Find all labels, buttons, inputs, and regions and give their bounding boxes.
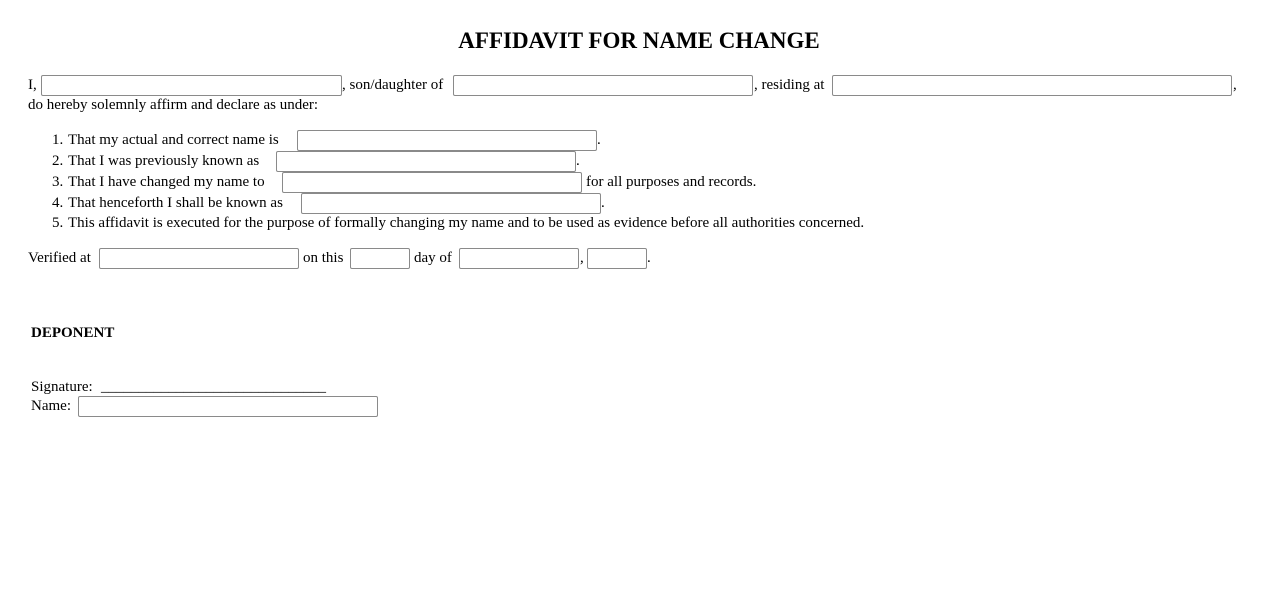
item-number: 3. (52, 174, 64, 190)
new-name-field[interactable] (282, 172, 582, 193)
actual-name-field[interactable] (297, 130, 597, 151)
residing-at-label: , residing at (754, 77, 825, 93)
item-suffix: . (576, 153, 580, 169)
name-label: Name: (31, 398, 71, 414)
intro-comma: , (1233, 77, 1237, 93)
son-daughter-of-label: , son/daughter of (342, 77, 444, 93)
on-this-label: on this (303, 250, 344, 266)
item-suffix: for all purposes and records. (586, 174, 757, 190)
item-text: That I was previously known as (68, 153, 260, 169)
parent-name-field[interactable] (453, 75, 753, 96)
month-field[interactable] (459, 248, 579, 269)
day-field[interactable] (350, 248, 410, 269)
deponent-signature-name-field[interactable] (78, 396, 378, 417)
item-number: 2. (52, 153, 64, 169)
item-number: 1. (52, 132, 64, 148)
verified-at-label: Verified at (28, 250, 91, 266)
henceforth-name-field[interactable] (301, 193, 601, 214)
item-text: That I have changed my name to (68, 174, 265, 190)
deponent-heading: DEPONENT (31, 325, 115, 341)
item-suffix: . (601, 195, 605, 211)
deponent-name-field[interactable] (41, 75, 342, 96)
item-number: 4. (52, 195, 64, 211)
date-comma: , (580, 250, 584, 266)
item-text: That henceforth I shall be known as (68, 195, 283, 211)
signature-line: ______________________________ (101, 379, 326, 395)
previous-name-field[interactable] (276, 151, 576, 172)
item-suffix: . (597, 132, 601, 148)
intro-prefix: I, (28, 77, 37, 93)
page-title: AFFIDAVIT FOR NAME CHANGE (458, 28, 820, 53)
item-text: This affidavit is executed for the purpose of formally changing my name and to be used as evidence before all authorities concerned. (68, 215, 865, 231)
signature-label: Signature: (31, 379, 93, 395)
year-field[interactable] (587, 248, 647, 269)
declaration-text: do hereby solemnly affirm and declare as under: (28, 97, 319, 113)
item-number: 5. (52, 215, 64, 231)
address-field[interactable] (832, 75, 1232, 96)
verified-place-field[interactable] (99, 248, 299, 269)
day-of-label: day of (414, 250, 452, 266)
item-text: That my actual and correct name is (68, 132, 279, 148)
date-period: . (647, 250, 651, 266)
